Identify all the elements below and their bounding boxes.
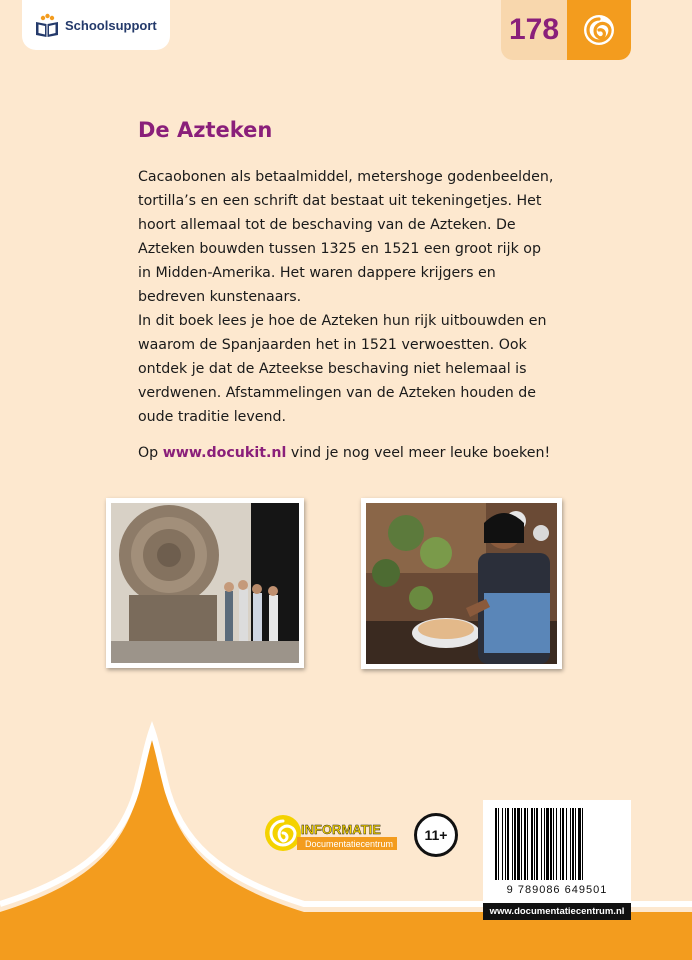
page-title: De Azteken <box>138 118 273 142</box>
brand-word: INFORMATIE <box>301 822 381 837</box>
age-badge: 11+ <box>414 813 458 857</box>
informatie-logo <box>263 813 397 857</box>
logo-text: Schoolsupport <box>65 17 157 33</box>
brand-sub: Documentatiecentrum <box>305 839 394 849</box>
paragraph-intro: Cacaobonen als betaalmiddel, metershoge godenbeelden, tortilla’s en een schrift dat bestaat uit tekeningetjes. Het hoort allemaal tot de beschaving van de Azteken. De Azteken bouwden tussen 1325 en 1521 een groot rijk op in Midden-Amerika. Het waren dappere krijgers en bedreven kunstenaars. <box>138 169 554 305</box>
web-prefix: Op <box>138 445 163 461</box>
isbn-barcode <box>483 800 631 903</box>
series-number: 178 <box>501 0 567 60</box>
publisher-website[interactable]: www.documentatiecentrum.nl <box>483 903 631 920</box>
isbn-number: 9 789086 649501 <box>506 884 608 896</box>
barcode-bars <box>483 800 631 884</box>
informatie-brand-badge <box>263 813 397 857</box>
web-suffix: vind je nog veel meer leuke boeken! <box>286 445 551 461</box>
docukit-link[interactable]: www.docukit.nl <box>162 445 287 461</box>
paragraph-content: In dit boek lees je hoe de Azteken hun rijk uitbouwden en waarom de Spanjaarden het in 1521 verwoestten. Ook ontdek je dat de Azteekse beschaving niet helemaal is verdwenen. Afstammelingen van de Azteken houden de oude traditie levend. <box>138 313 547 425</box>
